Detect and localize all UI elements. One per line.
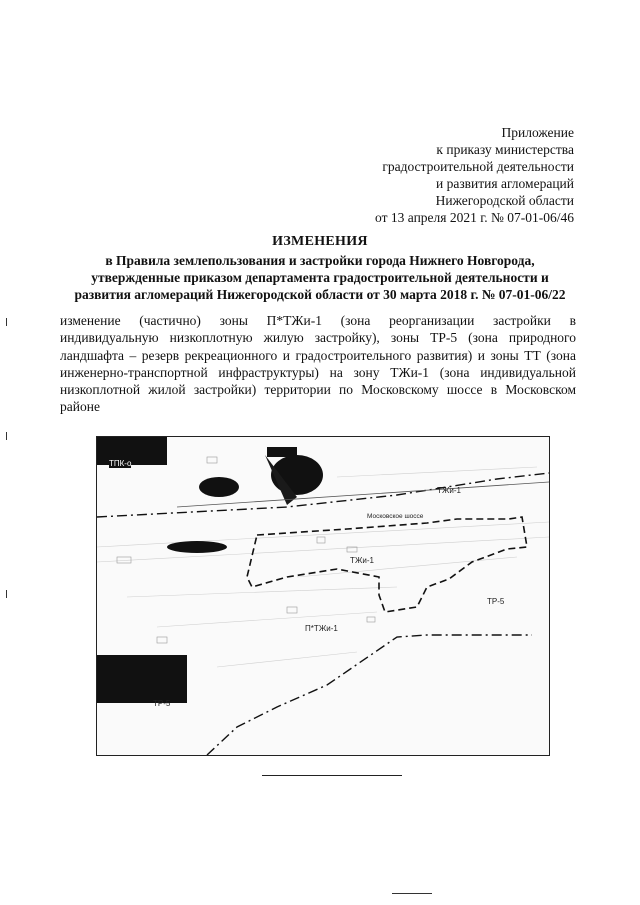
zone-label-tpk: ТПК-о	[109, 459, 132, 468]
body-line-6: районе	[60, 399, 100, 415]
zone-label-ptzhi: П*ТЖи-1	[305, 624, 338, 633]
zone-boundary-lower	[207, 635, 532, 755]
zone-label-tr5-left: ТР-5	[153, 699, 171, 708]
body-line-2: индивидуальную низкоплотную жилую застройку), зоны ТР-5 (зона природного	[60, 330, 576, 346]
change-description	[60, 312, 576, 416]
scan-mark	[6, 432, 7, 440]
document-subtitle	[60, 252, 580, 303]
map-dark-areas	[97, 437, 323, 703]
appendix-region: Нижегородской области	[435, 193, 574, 208]
body-line-1: изменение (частично) зоны П*ТЖи-1 (зона реорганизации застройки в	[60, 313, 576, 328]
zone-label-tzhi-top: ТЖи-1	[437, 486, 461, 495]
subtitle-line-3: развития агломераций Нижегородской области от 30 марта 2018 г. № 07-01-06/22	[74, 287, 566, 302]
appendix-ministry-line-2: и развития агломераций	[435, 176, 574, 191]
zone-label-tzhi-center: ТЖи-1	[350, 556, 374, 565]
end-rule	[262, 775, 402, 776]
map-buildings	[117, 457, 375, 643]
subtitle-line-2: утвержденные приказом департамента градостроительной деятельности и	[91, 270, 549, 285]
body-line-4: инженерно-транспортной инфраструктуры) на зону ТЖи-1 (зона индивидуальной	[60, 364, 576, 380]
scan-mark	[392, 893, 432, 894]
appendix-date-number: от 13 апреля 2021 г. № 07-01-06/46	[375, 210, 574, 225]
scan-mark	[6, 318, 7, 326]
document-title: ИЗМЕНЕНИЯ	[272, 234, 368, 249]
subtitle-line-1: в Правила землепользования и застройки города Нижнего Новгорода,	[105, 253, 535, 268]
body-line-5: низкоплотной жилой застройки) территории по Московскому шоссе в Московском	[60, 382, 576, 398]
appendix-title: Приложение	[501, 125, 574, 140]
appendix-header	[254, 124, 574, 226]
street-label: Московское шоссе	[367, 513, 424, 520]
zone-boundary-left	[97, 473, 549, 517]
body-line-3: ландшафта – резерв рекреационного и градостроительного развития) и зоны ТТ (зона	[60, 347, 576, 363]
zone-label-tr5-right: ТР-5	[487, 597, 505, 606]
appendix-ministry-line: градостроительной деятельности	[382, 159, 574, 174]
appendix-order-ref: к приказу министерства	[436, 142, 574, 157]
scan-mark	[6, 590, 7, 598]
zoning-map	[96, 436, 550, 756]
